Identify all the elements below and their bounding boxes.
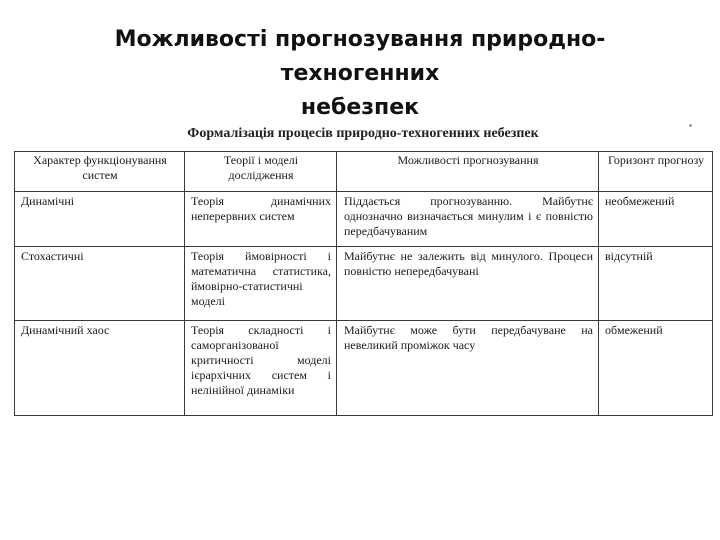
slide-title-line-1: Можливості прогнозування природно-техногенних <box>114 26 606 86</box>
header-theory: Теорії і моделі дослідження <box>185 152 337 192</box>
cell-theory: Теорія динамічних неперервних систем <box>185 192 337 247</box>
slide-title-line-2: небезпек <box>300 94 420 120</box>
header-possibility: Можливості прогнозування <box>337 152 599 192</box>
cell-possibility: Майбутнє не залежить від минулого. Процеси повністю непередбачувані <box>337 247 599 321</box>
cell-theory: Теорія ймовірності і математична статистика, ймовірно-статистичні моделі <box>185 247 337 321</box>
cell-character: Стохастичні <box>15 247 185 321</box>
cell-possibility: Піддається прогнозуванню. Майбутнє однозначно визначається минулим і є повністю передбачуваним <box>337 192 599 247</box>
cell-horizon: необмежений <box>599 192 713 247</box>
table-header-row <box>15 152 713 192</box>
cell-character: Динамічний хаос <box>15 321 185 416</box>
header-horizon: Горизонт прогнозу <box>599 152 713 192</box>
cell-possibility: Майбутнє може бути передбачуване на невеликий проміжок часу <box>337 321 599 416</box>
scanned-table-figure <box>14 120 712 422</box>
table-row <box>15 247 713 321</box>
cell-horizon: обмежений <box>599 321 713 416</box>
table-row <box>15 321 713 416</box>
cell-horizon: відсутній <box>599 247 713 321</box>
table-row <box>15 192 713 247</box>
table-caption: Формалізація процесів природно-техногенних небезпек <box>187 126 539 141</box>
slide-title <box>40 23 680 125</box>
hazards-formalization-table <box>14 151 713 416</box>
cell-character: Динамічні <box>15 192 185 247</box>
header-character: Характер функціонування систем <box>15 152 185 192</box>
cell-theory: Теорія складності і саморганізованої критичності моделі ієрархічних систем і нелінійної динаміки <box>185 321 337 416</box>
scan-speck <box>689 124 692 127</box>
